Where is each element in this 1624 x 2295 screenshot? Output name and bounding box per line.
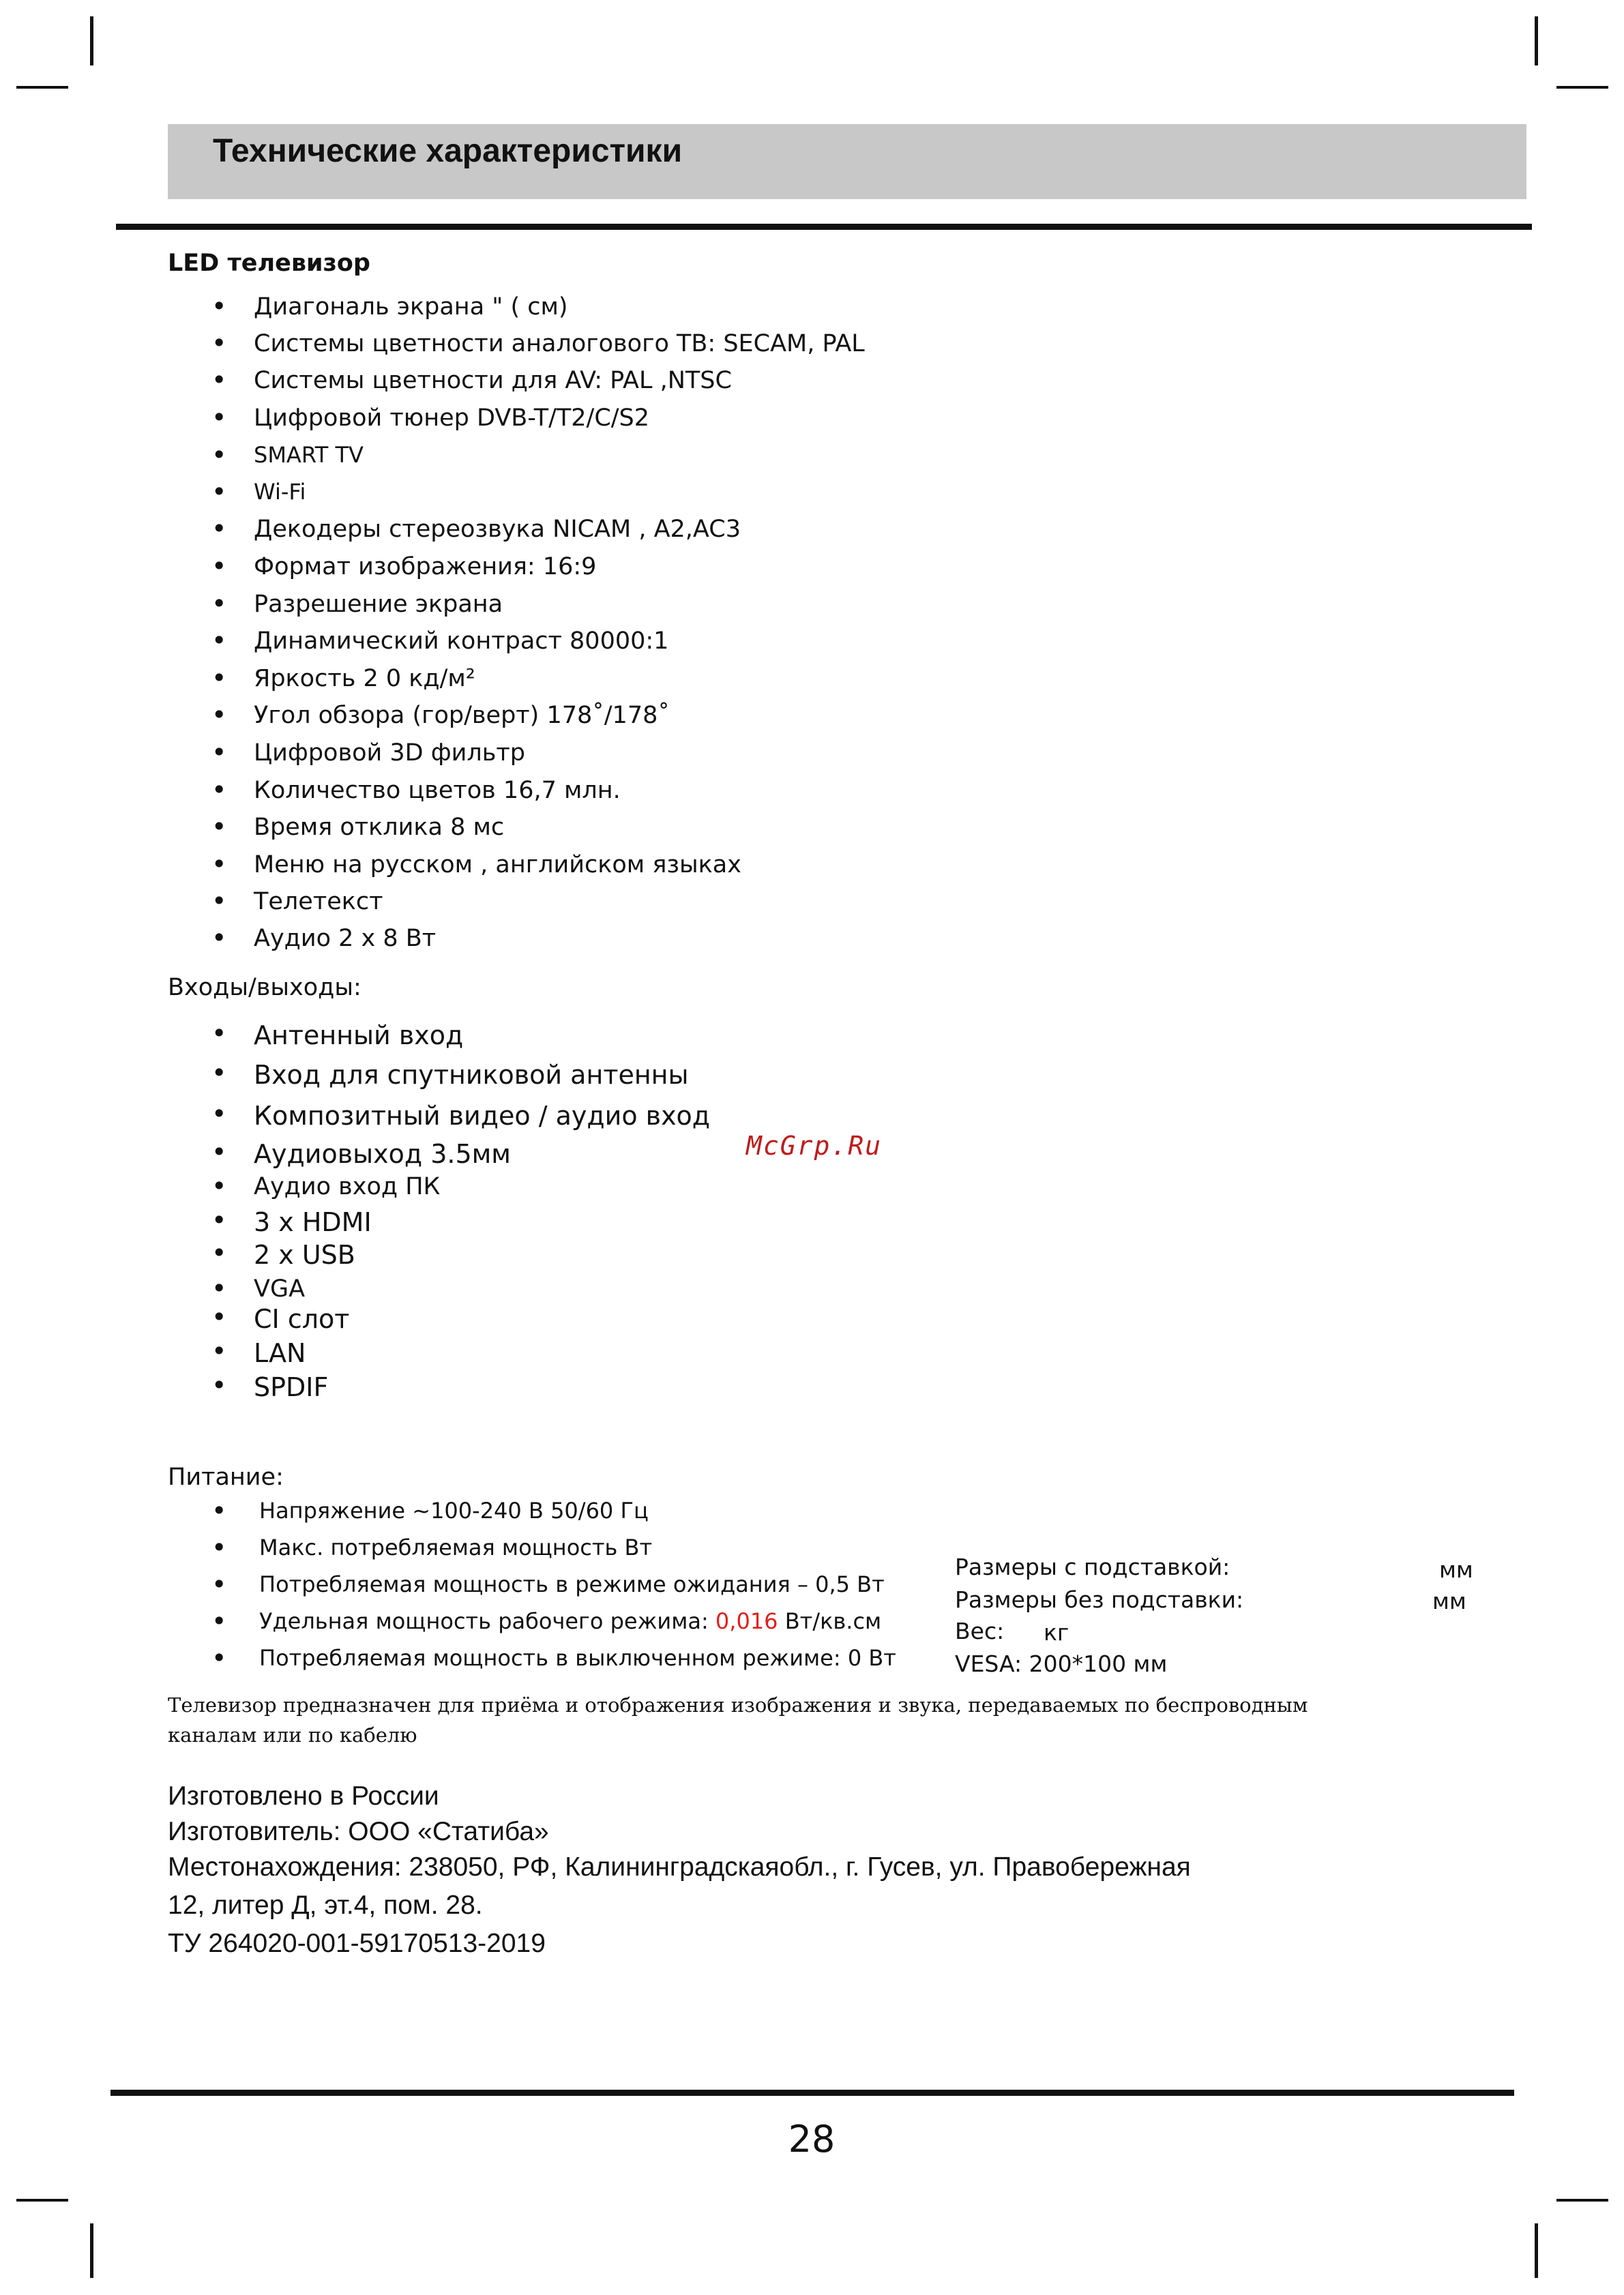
tech-spec-code: ТУ 264020-001-59170513-2019: [168, 1929, 546, 1958]
crop-mark: [16, 86, 68, 89]
manufacturer-location-1: Местонахождения: 238050, РФ, Калининградскаяобл., г. Гусев, ул. Правобережная: [168, 1852, 1191, 1882]
power-section-title: Питание:: [168, 1464, 284, 1491]
crop-mark: [16, 2199, 68, 2202]
vesa: VESA: 200*100 мм: [955, 1650, 1168, 1677]
crop-mark: [1556, 2199, 1608, 2202]
manufacturer-location-2: 12, литер Д, эт.4, пом. 28.: [168, 1891, 483, 1920]
bottom-rule: [110, 2090, 1514, 2096]
dim-without-stand-unit: мм: [1432, 1588, 1466, 1614]
crop-mark: [90, 2223, 93, 2278]
crop-mark: [1556, 86, 1608, 89]
io-section-title: Входы/выходы:: [168, 974, 361, 1001]
crop-mark: [1535, 2223, 1538, 2278]
weight-unit: кг: [1044, 1619, 1069, 1646]
crop-mark: [1535, 16, 1538, 65]
dim-with-stand-label: Размеры с подставкой:: [955, 1554, 1230, 1580]
page-number: 28: [788, 2118, 836, 2161]
manufacturer-name: Изготовитель: ООО «Статиба»: [168, 1817, 549, 1846]
made-in: Изготовлено в России: [168, 1781, 439, 1811]
weight-label: Вес:: [955, 1618, 1005, 1644]
crop-mark: [90, 16, 93, 65]
top-rule: [116, 224, 1532, 230]
dim-with-stand-unit: мм: [1439, 1556, 1473, 1583]
specific-power-value: 0,016: [715, 1608, 778, 1634]
usage-note: Телевизор предназначен для приёма и отображения изображения и звука, передаваемых по беспроводным каналам или по кабелю: [168, 1693, 1308, 1747]
page-title: Технические характеристики: [213, 133, 683, 169]
watermark: McGrp.Ru: [746, 1131, 883, 1161]
tv-section-title: LED телевизор: [168, 250, 370, 277]
dim-without-stand-label: Размеры без подставки:: [955, 1586, 1244, 1613]
